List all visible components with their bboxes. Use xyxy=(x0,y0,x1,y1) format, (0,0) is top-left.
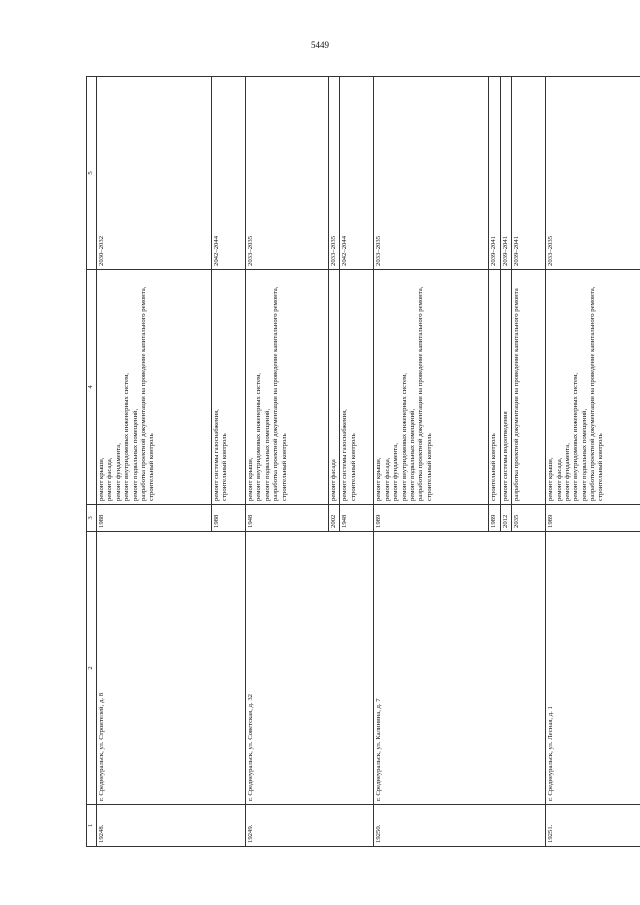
row-period: 2033–2035 xyxy=(546,77,640,270)
row-year: 2002 xyxy=(329,505,340,532)
row-address: г. Среднеуральск, ул. Калинина, д. 7 xyxy=(374,532,546,805)
row-year: 1989 xyxy=(489,505,500,532)
row-period: 2039–2041 xyxy=(512,77,546,270)
row-period: 2039–2041 xyxy=(489,77,500,270)
col-header-2: 2 xyxy=(87,532,97,805)
row-period: 2033–2035 xyxy=(329,77,340,270)
row-year: 1989 xyxy=(546,505,640,532)
row-period: 2033–2035 xyxy=(246,77,329,270)
row-address: г. Среднеуральск, ул. Лесная, д. 1 xyxy=(546,532,640,805)
row-works: ремонт крыши, ремонт фасада, ремонт фундамента, ремонт внутридомовых инженерных систем, ремонт подвальных помещений, разработка проектной документации на проведение капитального ремонта, строительный контроль xyxy=(374,270,489,505)
row-year: 1988 xyxy=(97,505,212,532)
row-works: ремонт системы газоснабжения, строительный контроль xyxy=(212,270,246,505)
row-year: 2035 xyxy=(512,505,546,532)
row-works: ремонт системы водоотведения xyxy=(500,270,511,505)
row-year: 1948 xyxy=(340,505,374,532)
col-header-3: 3 xyxy=(87,505,97,532)
row-works: ремонт системы газоснабжения, строительный контроль xyxy=(340,270,374,505)
row-address: г. Среднеуральск, ул. Строителей, д. 8 xyxy=(97,532,246,805)
row-period: 2033–2035 xyxy=(374,77,489,270)
row-works: ремонт фасада xyxy=(329,270,340,505)
row-year: 1989 xyxy=(374,505,489,532)
row-number: 19250. xyxy=(374,805,546,847)
row-year: 1988 xyxy=(212,505,246,532)
row-address: г. Среднеуральск, ул. Советская, д. 32 xyxy=(246,532,374,805)
table-header-row xyxy=(87,77,97,847)
row-works: ремонт крыши, ремонт фасада, ремонт фундамента, ремонт внутридомовых инженерных систем, ремонт подвальных помещений, разработка проектной документации на проведение капитального ремонта, строительный контроль xyxy=(97,270,212,505)
table-row xyxy=(546,77,640,847)
rotated-table-wrapper xyxy=(86,77,605,847)
row-period: 2039–2041 xyxy=(500,77,511,270)
page-number: 5449 xyxy=(311,40,329,50)
row-number: 19251. xyxy=(546,805,640,847)
row-period: 2042–2044 xyxy=(340,77,374,270)
row-period: 2042–2044 xyxy=(212,77,246,270)
row-works: ремонт крыши, ремонт фасада, ремонт фундамента, ремонт внутридомовых инженерных систем, ремонт подвальных помещений, разработка проектной документации на проведение капитального ремонта, строительный контроль xyxy=(546,270,640,505)
table-row xyxy=(246,77,329,847)
col-header-5: 5 xyxy=(87,77,97,270)
row-works: строительный контроль xyxy=(489,270,500,505)
repair-schedule-table xyxy=(86,76,640,847)
row-year: 1948 xyxy=(246,505,329,532)
row-number: 19248. xyxy=(97,805,246,847)
row-period: 2030–2032 xyxy=(97,77,212,270)
table-row xyxy=(97,77,212,847)
col-header-4: 4 xyxy=(87,270,97,505)
row-number: 19249. xyxy=(246,805,374,847)
row-works: разработка проектной документации на проведение капитального ремонта xyxy=(512,270,546,505)
col-header-1: 1 xyxy=(87,805,97,847)
table-row xyxy=(374,77,489,847)
row-year: 2012 xyxy=(500,505,511,532)
row-works: ремонт крыши, ремонт внутридомовых инженерных систем, ремонт подвальных помещений, разработка проектной документации на проведение капитального ремонта, строительный контроль xyxy=(246,270,329,505)
